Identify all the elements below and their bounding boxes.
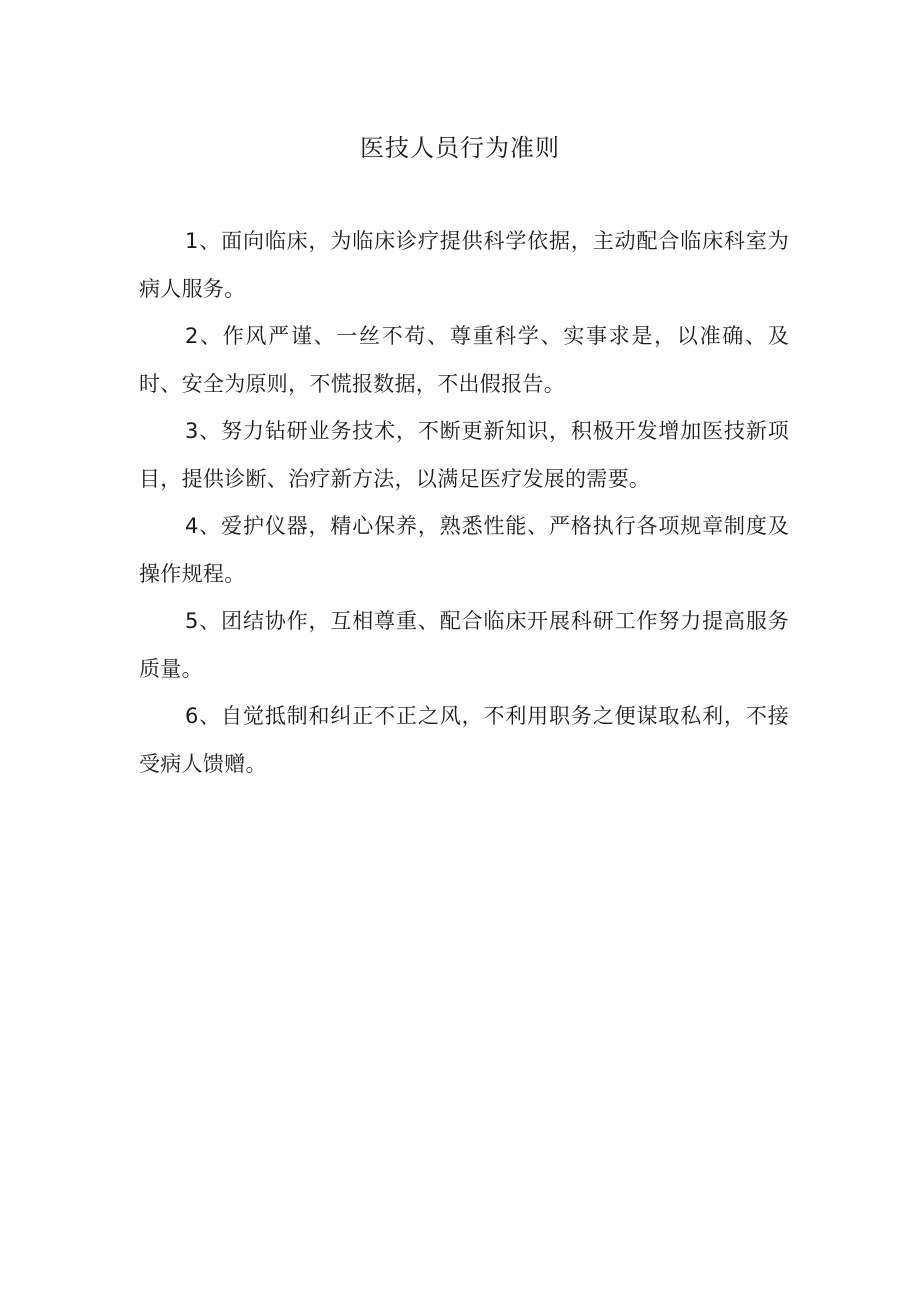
rule-item-5: 5、团结协作，互相尊重、配合临床开展科研工作努力提高服务质量。 (139, 609, 789, 681)
rule-item-3: 3、努力钻研业务技术，不断更新知识，积极开发增加医技新项目，提供诊断、治疗新方法，以满足医疗发展的需要。 (139, 419, 789, 491)
rules-list (139, 218, 789, 788)
rule-item-2: 2、作风严谨、一丝不苟、尊重科学、实事求是，以准确、及时、安全为原则，不慌报数据，不出假报告。 (139, 324, 789, 396)
document-title: 医技人员行为准则 (360, 134, 560, 162)
rule-item-4: 4、爱护仪器，精心保养，熟悉性能、严格执行各项规章制度及操作规程。 (139, 514, 789, 586)
rule-item-6: 6、自觉抵制和纠正不正之风，不利用职务之便谋取私利，不接受病人馈赠。 (139, 704, 789, 776)
rule-item-1: 1、面向临床，为临床诊疗提供科学依据，主动配合临床科室为病人服务。 (139, 229, 789, 301)
